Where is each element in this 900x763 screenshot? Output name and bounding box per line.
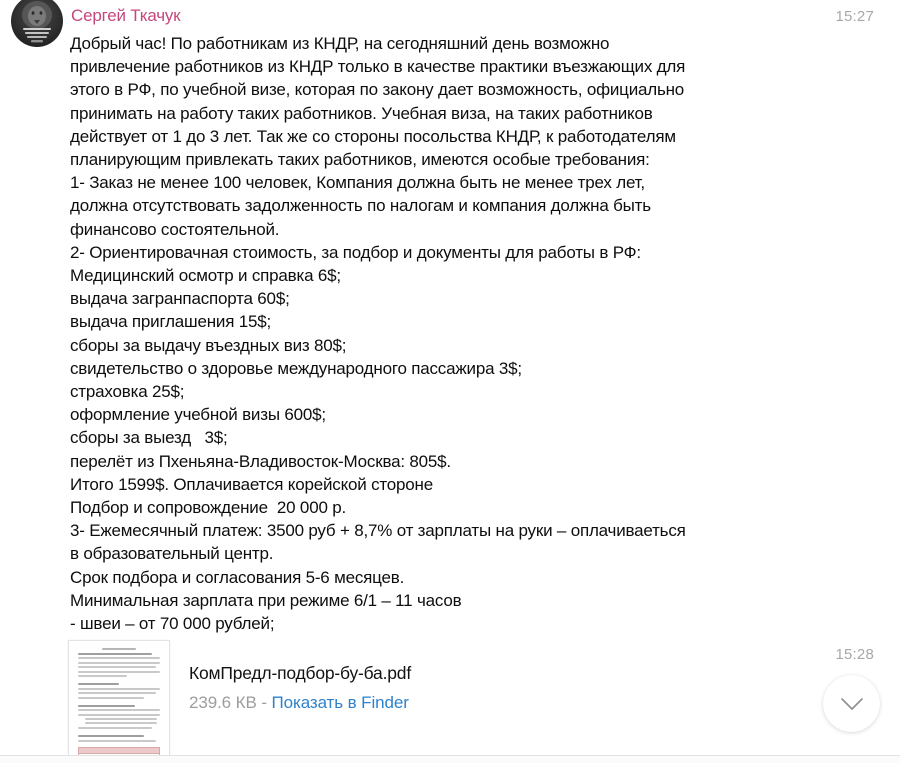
message-line: 1- Заказ не менее 100 человек, Компания должна быть не менее трех лет,	[70, 173, 645, 193]
message-line: Добрый час! По работникам из КНДР, на сегодняшний день возможно	[70, 34, 610, 53]
message-line: сборы за выдачу въездных виз 80$;	[70, 335, 347, 355]
message-line: планирующим привлекать таких работников, имеются особые требования:	[70, 150, 650, 170]
thumb-decor	[102, 648, 136, 650]
message-line: 2- Ориентировачная стоимость, за подбор и документы для работы в РФ:	[70, 242, 641, 262]
input-area-edge	[0, 756, 900, 763]
message-line: сборы за выезд 3$;	[70, 428, 228, 448]
message-line: должна отсутствовать задолженность по налогам и компания должна быть	[70, 196, 651, 216]
file-attachment[interactable]	[68, 640, 768, 756]
message-line: перелёт из Пхеньяна-Владивосток-Москва: 805$.	[70, 451, 451, 471]
message-line: Минимальная зарплата при режиме 6/1 – 11 часов	[70, 590, 462, 610]
show-in-finder-link[interactable]: Показать в Finder	[271, 693, 409, 712]
file-info	[170, 640, 411, 756]
message-line: Медицинский осмотр и справка 6$;	[70, 266, 341, 286]
message-line: свидетельство о здоровье международного пассажира 3$;	[70, 358, 522, 378]
message-line: - швеи – от 70 000 рублей;	[70, 614, 275, 634]
message-line: страховка 25$;	[70, 382, 185, 402]
message-line: в образовательный центр.	[70, 544, 274, 564]
file-name[interactable]: КомПредл-подбор-бу-ба.pdf	[189, 663, 411, 683]
message-line: финансово состоятельной.	[70, 219, 280, 239]
file-meta	[189, 693, 411, 713]
attachment-time: 15:28	[835, 646, 874, 663]
message-line: Итого 1599$. Оплачивается корейской стороне	[70, 474, 433, 494]
message-line: Срок подбора и согласования 5-6 месяцев.	[70, 567, 405, 587]
pdf-thumbnail[interactable]	[68, 640, 170, 756]
message-line: Подбор и сопровождение 20 000 р.	[70, 498, 347, 518]
message-time: 15:27	[835, 8, 874, 25]
message-line: принимать на работу таких работников. Учебная виза, на таких работников	[70, 103, 653, 123]
message-text	[70, 32, 882, 635]
lion-avatar-image	[11, 0, 63, 47]
message-line: выдача загранпаспорта 60$;	[70, 289, 290, 309]
scroll-to-bottom-button[interactable]	[823, 675, 880, 732]
file-size: 239.6 КВ	[189, 693, 257, 712]
avatar[interactable]	[11, 0, 63, 47]
message-line: 3- Ежемесячный платеж: 3500 руб + 8,7% от зарплаты на руки – оплачиваеться	[70, 521, 686, 541]
file-meta-separator: -	[256, 693, 272, 712]
chevron-down-icon	[838, 696, 866, 712]
message-line: оформление учебной визы 600$;	[70, 405, 326, 425]
sender-name[interactable]: Сергей Ткачук	[71, 6, 181, 25]
message-line: действует от 1 до 3 лет. Так же со стороны посольства КНДР, к работодателям	[70, 126, 676, 146]
message-line: этого в РФ, по учебной визе, которая по закону дает возможность, официально	[70, 80, 685, 100]
message-line: привлечение работников из КНДР только в качестве практики въезжающих для	[70, 57, 686, 77]
message-line: выдача приглашения 15$;	[70, 312, 272, 332]
